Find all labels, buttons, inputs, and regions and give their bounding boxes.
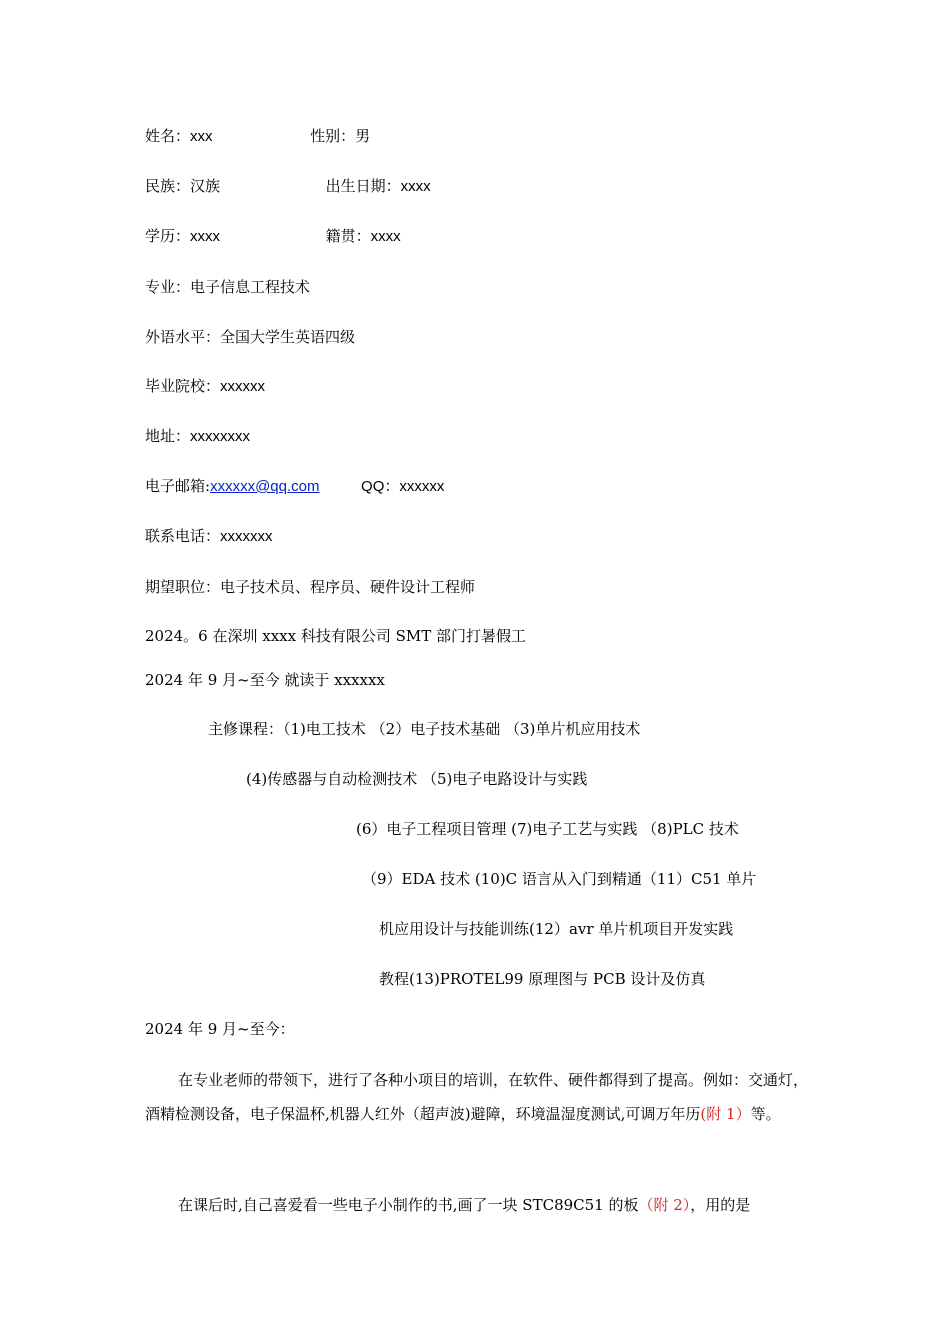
name-gender-row	[145, 126, 370, 147]
paragraph-2-text: 在课后时,自己喜爱看一些电子小制作的书,画了一块 STC89C51 的板	[178, 1196, 639, 1214]
qq-label: QQ：	[361, 478, 400, 495]
education-value: xxxx	[190, 228, 221, 245]
birth-label: 出生日期：	[325, 177, 401, 195]
school-row	[145, 376, 265, 397]
language-value: 全国大学生英语四级	[220, 328, 356, 346]
email-label: 电子邮箱:	[145, 477, 211, 495]
courses-line-3: (6）电子工程项目管理 (7)电子工艺与实践 （8)PLC 技术	[356, 820, 739, 838]
projects-heading: 2024 年 9 月~至今：	[145, 1020, 295, 1038]
projects-paragraph-1	[145, 1063, 815, 1131]
native-value: xxxx	[370, 228, 401, 245]
phone-label: 联系电话：	[145, 527, 221, 545]
language-label: 外语水平：	[145, 328, 221, 346]
major-row	[145, 277, 310, 297]
job-label: 期望职位：	[145, 578, 221, 596]
paragraph-1-text: 在专业老师的带领下，进行了各种小项目的培训，在软件、硬件都得到了提高。例如：交通灯，酒精检测设备，电子保温杯,机器人红外（超声波)避障，环境温湿度测试,可调万年历	[145, 1071, 809, 1123]
email-qq-row	[145, 476, 444, 497]
birth-value: xxxx	[400, 178, 431, 195]
courses-line-6: 教程(13)PROTEL99 原理图与 PCB 设计及仿真	[379, 970, 706, 988]
qq-value: xxxxxx	[399, 478, 445, 495]
phone-row	[145, 526, 273, 547]
paragraph-2-end: ，用的是	[690, 1196, 751, 1214]
courses-line-1: 主修课程：（1)电工技术 （2）电子技术基础 （3)单片机应用技术	[208, 720, 641, 738]
major-value: 电子信息工程技术	[190, 278, 311, 296]
experience-line-1: 2024。6 在深圳 xxxx 科技有限公司 SMT 部门打暑假工	[145, 627, 527, 645]
projects-paragraph-2	[145, 1188, 815, 1222]
address-value: xxxxxxxx	[190, 428, 251, 445]
paragraph-1-end: 等。	[750, 1105, 781, 1123]
name-value: xxx	[190, 128, 213, 145]
phone-value: xxxxxxx	[220, 528, 273, 545]
email-link[interactable]: xxxxxx@qq.com	[210, 478, 320, 495]
courses-line-4: （9）EDA 技术 (10)C 语言从入门到精通（11）C51 单片	[362, 870, 757, 888]
school-value: xxxxxx	[220, 378, 266, 395]
education-native-row	[145, 226, 401, 247]
job-value: 电子技术员、程序员、硬件设计工程师	[220, 578, 476, 596]
experience-line-2: 2024 年 9 月~至今 就读于 xxxxxx	[145, 671, 385, 689]
gender-value: 男	[355, 127, 371, 145]
annex-2-reference: （附 2）	[638, 1196, 691, 1214]
native-label: 籍贯：	[325, 227, 371, 245]
ethnicity-label: 民族：	[145, 177, 191, 195]
address-label: 地址：	[145, 427, 191, 445]
education-label: 学历：	[145, 227, 191, 245]
courses-line-5: 机应用设计与技能训练(12）avr 单片机项目开发实践	[379, 920, 734, 938]
ethnicity-birth-row	[145, 176, 431, 197]
address-row	[145, 426, 250, 447]
language-row	[145, 327, 355, 347]
ethnicity-value: 汉族	[190, 177, 221, 195]
school-label: 毕业院校：	[145, 377, 221, 395]
job-row	[145, 577, 475, 597]
annex-1-reference: (附 1）	[700, 1105, 751, 1123]
gender-label: 性别：	[310, 127, 356, 145]
courses-line-2: (4)传感器与自动检测技术 （5)电子电路设计与实践	[246, 770, 588, 788]
major-label: 专业：	[145, 278, 191, 296]
name-label: 姓名：	[145, 127, 191, 145]
